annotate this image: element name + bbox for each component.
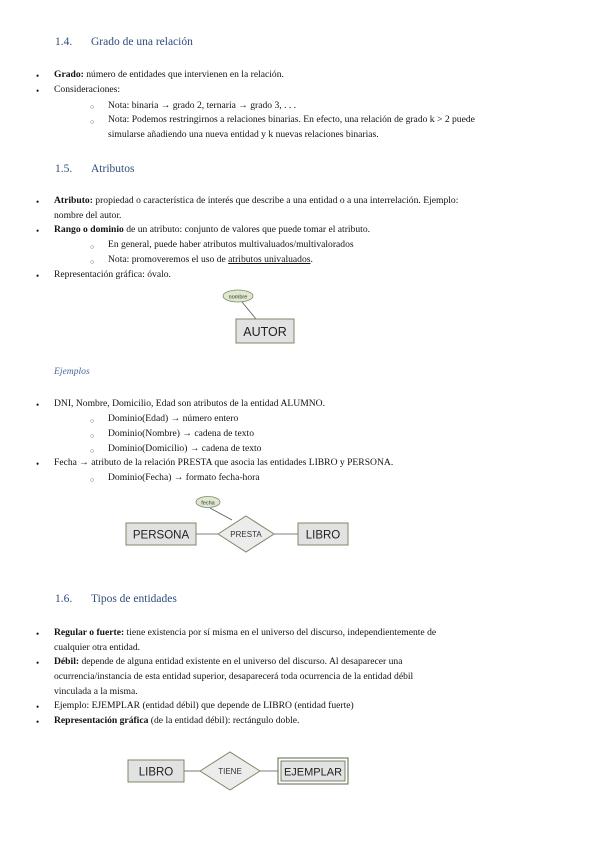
bullet-icon: • (36, 702, 40, 712)
bullet-icon: • (36, 400, 40, 410)
circle-bullet-icon: ○ (90, 432, 95, 440)
attribute-fecha-label: fecha (201, 500, 215, 507)
entity-libro-label: LIBRO (138, 766, 174, 779)
section-heading-1-4: 1.4. Grado de una relación (55, 36, 193, 48)
bullet-icon: • (36, 197, 40, 207)
representacion-doble: Representación gráfica (de la entidad débil): rectángulo doble. (54, 715, 300, 726)
regular-line1: Regular o fuerte: tiene existencia por sí misma en el universo del discurso, independientemente de (54, 627, 437, 638)
diagram-autor (218, 286, 318, 353)
debil-line2: ocurrencia/instancia de esta entidad superior, desaparecerá toda ocurrencia de la entidad débil (54, 671, 414, 682)
example-alumno: DNI, Nombre, Domicilio, Edad son atributos de la entidad ALUMNO. (54, 398, 325, 409)
nota-binarias-line1: Nota: Podemos restringirnos a relaciones binarias. En efecto, una relación de grado k > 2 puede (108, 114, 475, 125)
circle-bullet-icon: ○ (90, 258, 95, 266)
section-heading-1-5: 1.5. Atributos (55, 163, 135, 175)
bullet-icon: • (36, 271, 40, 281)
rango-item: Rango o dominio de un atributo: conjunto de valores que puede tomar el atributo. (54, 224, 371, 235)
univaluados-item: Nota: promoveremos el uso de atributos univaluados. (108, 254, 313, 265)
circle-bullet-icon: ○ (90, 476, 95, 484)
section-heading-1-6: 1.6. Tipos de entidades (55, 593, 177, 605)
dominio-fecha: Dominio(Fecha) → formato fecha-hora (108, 472, 260, 483)
bullet-icon: • (36, 226, 40, 236)
relation-presta-label: PRESTA (230, 530, 262, 539)
univaluados-link[interactable]: atributos univaluados (228, 254, 311, 265)
dominio-domicilio: Dominio(Domicilio) → cadena de texto (108, 443, 262, 454)
entity-libro-label: LIBRO (305, 529, 341, 542)
circle-bullet-icon: ○ (90, 243, 95, 251)
grado-item: Grado: número de entidades que intervienen en la relación. (54, 69, 284, 80)
example-fecha: Fecha → atributo de la relación PRESTA que asocia las entidades LIBRO y PERSONA. (54, 457, 394, 468)
ejemplos-heading: Ejemplos (54, 366, 90, 377)
bullet-icon: • (36, 717, 40, 727)
diagram-tiene (124, 744, 356, 805)
entity-ejemplar-label: EJEMPLAR (283, 766, 343, 779)
nota-grado: Nota: binaria → grado 2, ternaria → grado 3, . . . (108, 100, 297, 111)
dominio-edad: Dominio(Edad) → número entero (108, 413, 239, 424)
diagram-presta (120, 492, 360, 565)
bullet-icon: • (36, 629, 40, 639)
entity-autor-label: AUTOR (243, 325, 287, 339)
circle-bullet-icon: ○ (90, 103, 95, 111)
circle-bullet-icon: ○ (90, 118, 95, 126)
representacion-ovalo: Representación gráfica: óvalo. (54, 269, 171, 280)
ejemplar-example: Ejemplo: EJEMPLAR (entidad débil) que depende de LIBRO (entidad fuerte) (54, 700, 354, 711)
bullet-icon: • (36, 658, 40, 668)
entity-persona-label: PERSONA (132, 529, 190, 542)
attribute-nombre-label: nombre (228, 294, 248, 301)
debil-line1: Débil: depende de alguna entidad existente en el universo del discurso. Al desaparecer una (54, 656, 403, 667)
bullet-icon: • (36, 86, 40, 96)
relation-tiene-label: TIENE (218, 767, 242, 776)
nota-binarias-line2: simularse añadiendo una nueva entidad y k nuevas relaciones binarias. (108, 129, 379, 140)
atributo-line1: Atributo: propiedad o característica de interés que describe a una entidad o a una interrelación. Ejemplo: (54, 195, 459, 206)
circle-bullet-icon: ○ (90, 417, 95, 425)
consideraciones-item: Consideraciones: (54, 84, 121, 95)
bullet-icon: • (36, 459, 40, 469)
bullet-icon: • (36, 71, 40, 81)
regular-line2: cualquier otra entidad. (54, 642, 141, 653)
circle-bullet-icon: ○ (90, 447, 95, 455)
debil-line3: vinculada a la misma. (54, 686, 138, 697)
dominio-nombre: Dominio(Nombre) → cadena de texto (108, 428, 254, 439)
multivaluados-item: En general, puede haber atributos multivaluados/multivalorados (108, 239, 354, 250)
atributo-line2: nombre del autor. (54, 210, 122, 221)
